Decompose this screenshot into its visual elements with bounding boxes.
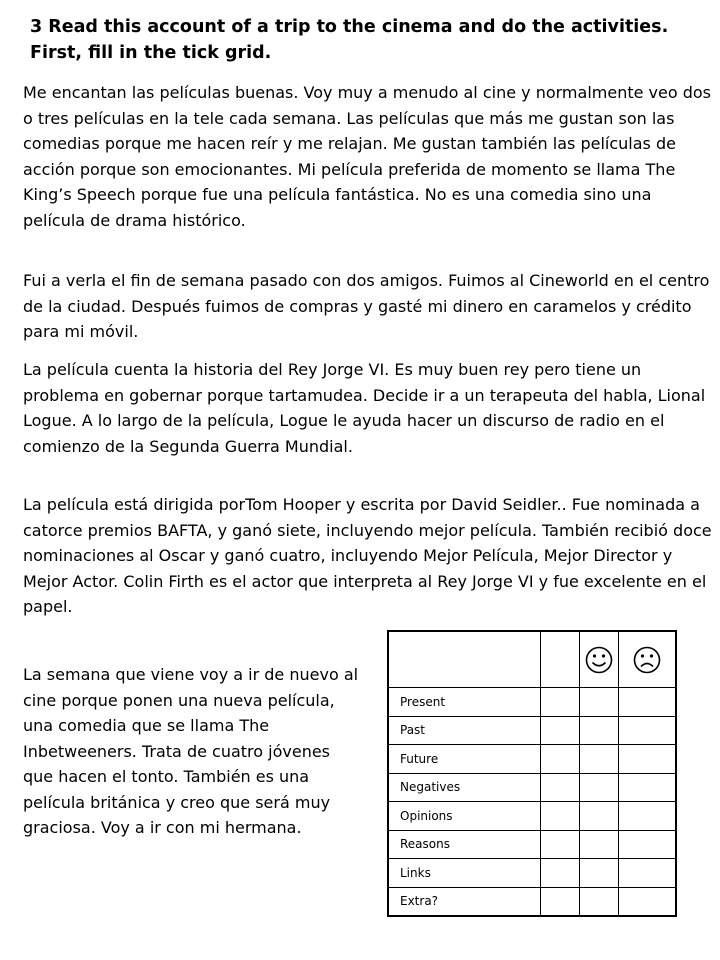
- tick-grid-row-extra: [388, 887, 676, 916]
- tick-cell-sad[interactable]: [618, 716, 676, 745]
- tick-grid-row-present: [388, 688, 676, 717]
- tick-cell-happy[interactable]: [579, 745, 618, 774]
- tick-grid-row-past: [388, 716, 676, 745]
- tick-cell-happy[interactable]: [579, 859, 618, 888]
- row-label-extra: Extra?: [388, 887, 540, 916]
- tick-cell-sad[interactable]: [618, 830, 676, 859]
- paragraph-preferences: Me encantan las películas buenas. Voy muy a menudo al cine y normalmente veo dos o tres películas en la tele cada semana. Las películas que más me gustan son las comedias porque me hacen reír y me relajan. Me gustan también las películas de acción porque son emocionantes. Mi película preferida de momento se llama The King’s Speech porque fue una película fantástica. No es una comedia sino una película de drama histórico.: [23, 83, 711, 230]
- row-label-reasons: Reasons: [388, 830, 540, 859]
- tick-grid-header-row: [388, 631, 676, 688]
- tick-grid-corner-cell: [388, 631, 540, 688]
- tick-cell[interactable]: [540, 830, 579, 859]
- tick-grid: [387, 630, 677, 917]
- tick-cell[interactable]: [540, 745, 579, 774]
- tick-cell[interactable]: [540, 773, 579, 802]
- tick-cell[interactable]: [540, 802, 579, 831]
- row-label-past: Past: [388, 716, 540, 745]
- tick-column-1-header: [540, 631, 579, 688]
- tick-cell[interactable]: [540, 716, 579, 745]
- paragraph-plot: La película cuenta la historia del Rey Jorge VI. Es muy buen rey pero tiene un problema en gobernar porque tartamudea. Decide ir a un terapeuta del habla, Lional Logue. A lo largo de la película, Logue le ayuda hacer un discurso de radio en el comienzo de la Segunda Guerra Mundial.: [23, 360, 706, 456]
- tick-grid-row-negatives: [388, 773, 676, 802]
- tick-cell-sad[interactable]: [618, 745, 676, 774]
- activity-heading: 3 Read this account of a trip to the cinema and do the activities. First, fill in the tick grid.: [30, 17, 669, 63]
- paragraph-future-plans: La semana que viene voy a ir de nuevo al cine porque ponen una nueva película, una comedia que se llama The Inbetweeners. Trata de cuatro jóvenes que hacen el tonto. También es una película británica y creo que será muy graciosa. Voy a ir con mi hermana.: [23, 665, 359, 837]
- tick-cell-sad[interactable]: [618, 773, 676, 802]
- tick-cell-happy[interactable]: [579, 773, 618, 802]
- row-label-negatives: Negatives: [388, 773, 540, 802]
- row-label-future: Future: [388, 745, 540, 774]
- row-label-opinions: Opinions: [388, 802, 540, 831]
- row-label-links: Links: [388, 859, 540, 888]
- tick-cell-sad[interactable]: [618, 859, 676, 888]
- tick-cell[interactable]: [540, 887, 579, 916]
- tick-cell-sad[interactable]: [618, 887, 676, 916]
- tick-cell[interactable]: [540, 688, 579, 717]
- tick-cell-sad[interactable]: [618, 802, 676, 831]
- sad-column-header: [618, 631, 676, 688]
- tick-cell-sad[interactable]: [618, 688, 676, 717]
- tick-grid-row-reasons: [388, 830, 676, 859]
- tick-cell-happy[interactable]: [579, 802, 618, 831]
- tick-cell-happy[interactable]: [579, 830, 618, 859]
- paragraph-awards: La película está dirigida porTom Hooper y escrita por David Seidler.. Fue nominada a catorce premios BAFTA, y ganó siete, incluyendo mejor película. También recibió doce nominaciones al Oscar y ganó cuatro, incluyendo Mejor Película, Mejor Director y Mejor Actor. Colin Firth es el actor que interpreta al Rey Jorge VI y fue excelente en el papel.: [23, 495, 712, 616]
- tick-grid-row-links: [388, 859, 676, 888]
- tick-cell-happy[interactable]: [579, 887, 618, 916]
- row-label-present: Present: [388, 688, 540, 717]
- happy-column-header: [579, 631, 618, 688]
- happy-face-icon: [584, 645, 614, 675]
- sad-face-icon: [632, 645, 662, 675]
- tick-cell-happy[interactable]: [579, 716, 618, 745]
- tick-grid-row-opinions: [388, 802, 676, 831]
- tick-cell[interactable]: [540, 859, 579, 888]
- tick-cell-happy[interactable]: [579, 688, 618, 717]
- paragraph-past-visit: Fui a verla el fin de semana pasado con dos amigos. Fuimos al Cineworld en el centro de la ciudad. Después fuimos de compras y gasté mi dinero en caramelos y crédito para mi móvil.: [23, 271, 710, 341]
- tick-grid-row-future: [388, 745, 676, 774]
